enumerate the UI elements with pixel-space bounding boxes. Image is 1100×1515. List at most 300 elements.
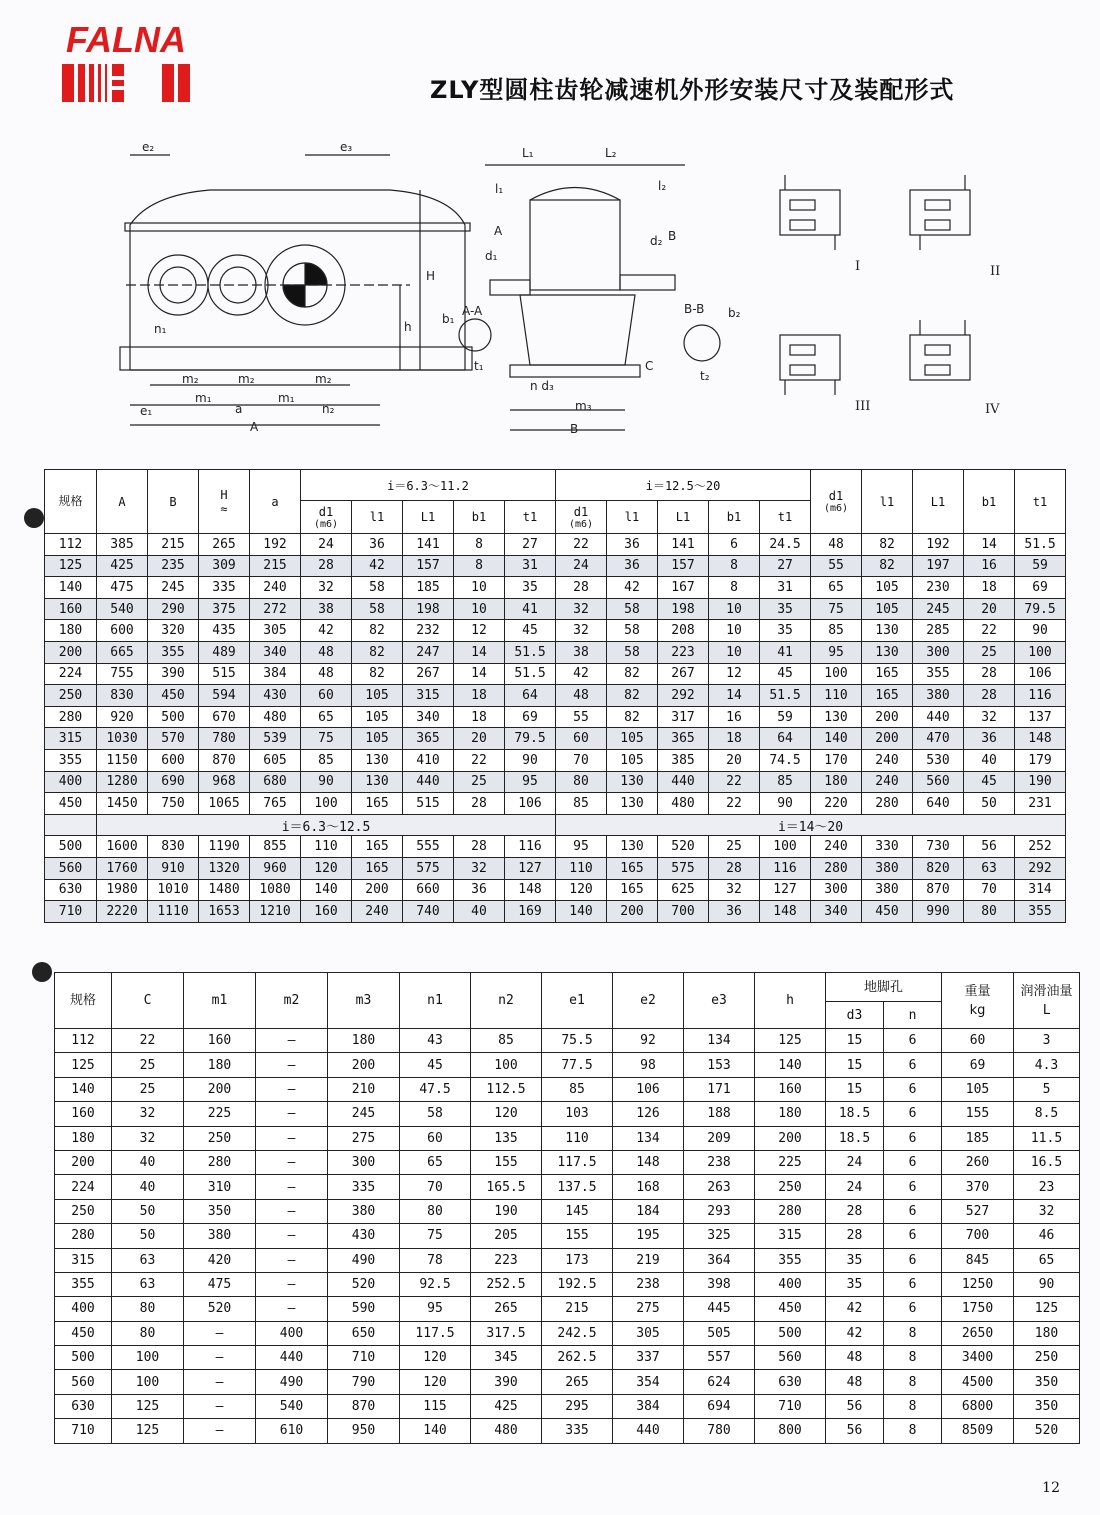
table-cell: 1190 (199, 836, 250, 858)
table-cell: 165 (352, 857, 403, 879)
table-cell: 85 (471, 1029, 542, 1053)
table-cell: 500 (148, 706, 199, 728)
table-cell: 15 (826, 1077, 884, 1101)
table-cell: 610 (256, 1419, 328, 1443)
table-cell: 48 (826, 1370, 884, 1394)
table-cell: 680 (250, 771, 301, 793)
table-cell: 10 (709, 598, 760, 620)
table-cell: 70 (400, 1175, 471, 1199)
table-cell: 130 (811, 706, 862, 728)
table-cell: 245 (913, 598, 964, 620)
side-view (459, 165, 720, 430)
header-spec: 规格 (45, 470, 97, 534)
label-e1: e₁ (140, 404, 153, 418)
table-cell: 800 (755, 1419, 826, 1443)
table-cell: 110 (556, 857, 607, 879)
table-cell: 25 (112, 1077, 184, 1101)
table-cell: 64 (505, 685, 556, 707)
table-cell: 215 (250, 555, 301, 577)
table-cell: 224 (55, 1175, 112, 1199)
page-number: 12 (1042, 1480, 1060, 1496)
table-cell: 28 (454, 836, 505, 858)
table-cell: 40 (454, 901, 505, 923)
table-cell: 169 (505, 901, 556, 923)
header-a: a (250, 470, 301, 534)
table-cell: 560 (913, 771, 964, 793)
table-cell: 105 (607, 728, 658, 750)
table-cell: 355 (1015, 901, 1066, 923)
table-cell: 165 (607, 879, 658, 901)
binder-hole-1 (24, 508, 44, 528)
table-cell: 198 (403, 598, 454, 620)
header2-n2: n2 (471, 973, 542, 1029)
table-cell: 250 (55, 1199, 112, 1223)
header-d1-b: d1 (m6) (556, 501, 607, 534)
table-cell: 240 (811, 836, 862, 858)
table-cell: 337 (613, 1346, 684, 1370)
table-cell: 1750 (942, 1297, 1014, 1321)
table-cell: 410 (403, 749, 454, 771)
table-cell: 78 (400, 1248, 471, 1272)
table-cell: 520 (184, 1297, 256, 1321)
table-cell: 43 (400, 1029, 471, 1053)
table-row (55, 1419, 1080, 1443)
table-cell: 32 (709, 879, 760, 901)
table-cell: 830 (148, 836, 199, 858)
table-cell: 195 (613, 1224, 684, 1248)
table-cell: 140 (811, 728, 862, 750)
header-H: H ≈ (199, 470, 250, 534)
table-cell: 750 (148, 793, 199, 815)
table-cell: 60 (301, 685, 352, 707)
table-cell: 262.5 (542, 1346, 613, 1370)
table-cell: 280 (811, 857, 862, 879)
table-cell: 240 (250, 577, 301, 599)
table-cell: 694 (684, 1394, 755, 1418)
label-A-arrow: A (494, 224, 503, 238)
label-m2-a: m₂ (182, 372, 199, 386)
table-row (45, 728, 1066, 750)
table-cell: 8 (709, 577, 760, 599)
table-cell: 345 (471, 1346, 542, 1370)
label-m1-b: m₁ (278, 391, 295, 405)
table-cell: 24 (556, 555, 607, 577)
header2-e2: e2 (613, 973, 684, 1029)
table-cell: 63 (112, 1272, 184, 1296)
header-B: B (148, 470, 199, 534)
table-cell: 335 (542, 1419, 613, 1443)
table-cell: 47.5 (400, 1077, 471, 1101)
table-cell: 22 (454, 749, 505, 771)
table-row (55, 1029, 1080, 1053)
table-cell: 127 (505, 857, 556, 879)
table-cell: 80 (112, 1321, 184, 1345)
table-cell: 293 (684, 1199, 755, 1223)
table-cell: 135 (471, 1126, 542, 1150)
table-cell: 25 (709, 836, 760, 858)
table-cell: 18.5 (826, 1126, 884, 1150)
table-cell: 58 (400, 1102, 471, 1126)
table-cell: 82 (352, 663, 403, 685)
table-cell: 82 (607, 685, 658, 707)
mid-range-2: i＝14～20 (556, 814, 1066, 836)
table-cell: 315 (403, 685, 454, 707)
table-cell: 1280 (97, 771, 148, 793)
table-cell: 480 (471, 1419, 542, 1443)
table-cell: 340 (811, 901, 862, 923)
table-cell: 1250 (942, 1272, 1014, 1296)
table-cell: 130 (862, 620, 913, 642)
header-A: A (97, 470, 148, 534)
table-cell: 845 (942, 1248, 1014, 1272)
table-cell: 210 (328, 1077, 400, 1101)
table-cell: 285 (913, 620, 964, 642)
table-cell: 117.5 (400, 1321, 471, 1345)
table-cell: 355 (913, 663, 964, 685)
header-L1-a: L1 (403, 501, 454, 534)
table-row (45, 836, 1066, 858)
table-cell: 28 (826, 1224, 884, 1248)
table-cell: 22 (709, 793, 760, 815)
table-cell: 700 (658, 901, 709, 923)
table-cell: 95 (556, 836, 607, 858)
table-cell: 295 (542, 1394, 613, 1418)
table-cell: 90 (760, 793, 811, 815)
table-cell: 148 (505, 879, 556, 901)
table-cell: 85 (542, 1077, 613, 1101)
table-cell: 11.5 (1014, 1126, 1080, 1150)
table-cell: 32 (112, 1126, 184, 1150)
table-cell: 180 (184, 1053, 256, 1077)
table-cell: 18 (709, 728, 760, 750)
table-cell: 80 (400, 1199, 471, 1223)
table-cell: 665 (97, 641, 148, 663)
header-d1-c: d1 (m6) (811, 470, 862, 534)
table-cell: 200 (45, 641, 97, 663)
table-cell: 225 (755, 1150, 826, 1174)
table-cell: 490 (256, 1370, 328, 1394)
header2-e1: e1 (542, 973, 613, 1029)
table-cell: 8 (884, 1346, 942, 1370)
table-cell: 380 (862, 879, 913, 901)
table-cell: 208 (658, 620, 709, 642)
table-cell: 430 (328, 1224, 400, 1248)
table-cell: 8.5 (1014, 1102, 1080, 1126)
table-cell: 400 (755, 1272, 826, 1296)
table-cell: 520 (658, 836, 709, 858)
table-cell: 710 (45, 901, 97, 923)
table-row (45, 620, 1066, 642)
table-cell: 190 (471, 1199, 542, 1223)
table-cell: 440 (256, 1346, 328, 1370)
table-cell: 1480 (199, 879, 250, 901)
table-cell: 350 (1014, 1394, 1080, 1418)
table-cell: 120 (301, 857, 352, 879)
table-row (45, 901, 1066, 923)
table-cell: 192.5 (542, 1272, 613, 1296)
table-cell: 69 (942, 1053, 1014, 1077)
table-cell: 69 (1015, 577, 1066, 599)
table-cell: 105 (352, 685, 403, 707)
table-cell: 120 (556, 879, 607, 901)
table-cell: 624 (684, 1370, 755, 1394)
table-cell: 209 (684, 1126, 755, 1150)
table-cell: 165.5 (471, 1175, 542, 1199)
table-cell: 22 (964, 620, 1015, 642)
table-cell: 12 (454, 620, 505, 642)
table-cell: 305 (250, 620, 301, 642)
table-cell: 780 (684, 1419, 755, 1443)
header-l1-c: l1 (862, 470, 913, 534)
label-d1: d₁ (485, 249, 498, 263)
label-BB: B-B (684, 302, 705, 316)
table-cell: 56 (826, 1419, 884, 1443)
table-cell: 112 (45, 534, 97, 556)
header2-C: C (112, 973, 184, 1029)
table-cell: 310 (184, 1175, 256, 1199)
table-cell: 223 (471, 1248, 542, 1272)
table-cell: 400 (55, 1297, 112, 1321)
table-cell: 325 (684, 1224, 755, 1248)
label-t1: t₁ (474, 359, 484, 373)
table-cell: 1760 (97, 857, 148, 879)
table-cell: 10 (709, 620, 760, 642)
table-cell: – (184, 1419, 256, 1443)
table-cell: 420 (184, 1248, 256, 1272)
label-A: A (250, 420, 259, 434)
table-cell: 755 (97, 663, 148, 685)
table-cell: 14 (709, 685, 760, 707)
label-C: C (645, 359, 654, 373)
table-cell: 557 (684, 1346, 755, 1370)
table-cell: 40 (112, 1175, 184, 1199)
table-cell: 355 (45, 749, 97, 771)
table-cell: 219 (613, 1248, 684, 1272)
table-cell: 315 (45, 728, 97, 750)
table-cell: 60 (400, 1126, 471, 1150)
table-cell: 85 (556, 793, 607, 815)
table-cell: 232 (403, 620, 454, 642)
table-cell: 48 (556, 685, 607, 707)
label-h: h (404, 320, 412, 334)
header2-m2: m2 (256, 973, 328, 1029)
table-cell: 63 (112, 1248, 184, 1272)
table-cell: 148 (1015, 728, 1066, 750)
table-cell: 55 (556, 706, 607, 728)
table-cell: 160 (45, 598, 97, 620)
table-cell: 238 (613, 1272, 684, 1296)
table-cell: 231 (1015, 793, 1066, 815)
table-cell: 855 (250, 836, 301, 858)
table-cell: 140 (55, 1077, 112, 1101)
table-cell: 79.5 (1015, 598, 1066, 620)
table-cell: 315 (755, 1224, 826, 1248)
assembly-label-I: I (855, 259, 861, 274)
table-cell: 8509 (942, 1419, 1014, 1443)
table-cell: 125 (112, 1394, 184, 1418)
table-cell: 223 (658, 641, 709, 663)
label-m2-c: m₂ (315, 372, 332, 386)
table-cell: 200 (184, 1077, 256, 1101)
table-cell: 385 (97, 534, 148, 556)
table-cell: 252.5 (471, 1272, 542, 1296)
table-cell: 35 (505, 577, 556, 599)
table-cell: 6 (884, 1199, 942, 1223)
table-row (45, 706, 1066, 728)
table-cell: 36 (607, 534, 658, 556)
table-cell: 85 (760, 771, 811, 793)
table-cell: 190 (1015, 771, 1066, 793)
table-cell: 515 (199, 663, 250, 685)
table-cell: 280 (45, 706, 97, 728)
assembly-label-IV: IV (985, 402, 1000, 417)
table-row (55, 1297, 1080, 1321)
table-cell: 63 (964, 857, 1015, 879)
table-cell: 25 (112, 1053, 184, 1077)
table-cell: 31 (760, 577, 811, 599)
header2-n: n (884, 1002, 942, 1029)
table-cell: 168 (613, 1175, 684, 1199)
table-cell: 105 (352, 706, 403, 728)
table-cell: 280 (55, 1224, 112, 1248)
table-cell: 105 (607, 749, 658, 771)
table-cell: 56 (964, 836, 1015, 858)
table-cell: 575 (658, 857, 709, 879)
falna-logo (62, 22, 237, 102)
table-cell: – (256, 1150, 328, 1174)
table-cell: 12 (709, 663, 760, 685)
table-cell: 160 (301, 901, 352, 923)
table-cell: 730 (913, 836, 964, 858)
label-d2: d₂ (650, 234, 663, 248)
table-row (45, 749, 1066, 771)
table-cell: 120 (400, 1346, 471, 1370)
table-cell: 6 (884, 1175, 942, 1199)
table-cell: 179 (1015, 749, 1066, 771)
table-cell: 32 (964, 706, 1015, 728)
table-cell: 450 (862, 901, 913, 923)
table-cell: 198 (658, 598, 709, 620)
label-m1-a: m₁ (195, 391, 212, 405)
table-cell: 116 (1015, 685, 1066, 707)
table-cell: 100 (112, 1370, 184, 1394)
table-cell: 960 (250, 857, 301, 879)
table-cell: 59 (760, 706, 811, 728)
table-row (45, 555, 1066, 577)
table-cell: 200 (607, 901, 658, 923)
table-cell: 36 (352, 534, 403, 556)
table-cell: 22 (112, 1029, 184, 1053)
table-cell: 700 (942, 1224, 1014, 1248)
table-cell: 40 (112, 1150, 184, 1174)
table-cell: 317 (658, 706, 709, 728)
table-cell: 148 (760, 901, 811, 923)
table-cell: 32 (301, 577, 352, 599)
table-cell: 180 (755, 1102, 826, 1126)
table-cell: 22 (556, 534, 607, 556)
table-cell: 28 (454, 793, 505, 815)
table-cell: 20 (964, 598, 1015, 620)
header-t1-c: t1 (1015, 470, 1066, 534)
mid-range-1: i＝6.3～12.5 (97, 814, 556, 836)
table-cell: 400 (45, 771, 97, 793)
table-cell: 45 (760, 663, 811, 685)
table-cell: 35 (760, 598, 811, 620)
table-cell: 540 (97, 598, 148, 620)
table-cell: 440 (403, 771, 454, 793)
table-cell: 340 (250, 641, 301, 663)
table-cell: 500 (755, 1321, 826, 1345)
table-cell: 390 (471, 1370, 542, 1394)
table-cell: 275 (613, 1297, 684, 1321)
table-cell: 48 (301, 663, 352, 685)
assembly-label-III: III (855, 399, 871, 414)
label-b2: b₂ (728, 306, 741, 320)
table-cell: 1320 (199, 857, 250, 879)
label-H: H (426, 269, 436, 283)
table-cell: 440 (613, 1419, 684, 1443)
table-cell: 170 (811, 749, 862, 771)
table-cell: 265 (542, 1370, 613, 1394)
table-cell: 85 (301, 749, 352, 771)
table-cell: 10 (454, 577, 505, 599)
table-cell: 660 (403, 879, 454, 901)
header-d1-a: d1 (m6) (301, 501, 352, 534)
table-row (55, 1370, 1080, 1394)
table-row (55, 1053, 1080, 1077)
table-cell: 32 (454, 857, 505, 879)
label-e2: e₂ (142, 140, 155, 154)
table-cell: 594 (199, 685, 250, 707)
table-cell: 765 (250, 793, 301, 815)
table-cell: 130 (607, 793, 658, 815)
table-cell: 8 (884, 1370, 942, 1394)
table-cell: 820 (913, 857, 964, 879)
table-cell: 350 (184, 1199, 256, 1223)
table-cell: 6 (884, 1297, 942, 1321)
header-range-1: i＝6.3～11.2 (301, 470, 556, 501)
table-cell: 48 (811, 534, 862, 556)
table-cell: 910 (148, 857, 199, 879)
table-cell: 6 (884, 1077, 942, 1101)
table-cell: 1150 (97, 749, 148, 771)
table-cell: 180 (45, 620, 97, 642)
table-cell: 950 (328, 1419, 400, 1443)
header2-m3: m3 (328, 973, 400, 1029)
table-cell: 990 (913, 901, 964, 923)
table-cell: – (256, 1029, 328, 1053)
table-cell: 23 (1014, 1175, 1080, 1199)
table-row (55, 1224, 1080, 1248)
label-B-arrow: B (668, 229, 677, 243)
table-cell: 125 (1014, 1297, 1080, 1321)
table-cell: 240 (862, 771, 913, 793)
table-cell: 90 (1014, 1272, 1080, 1296)
table-cell: 740 (403, 901, 454, 923)
table-cell: 74.5 (760, 749, 811, 771)
table-row (55, 1102, 1080, 1126)
table-cell: 134 (613, 1126, 684, 1150)
table-cell: 157 (658, 555, 709, 577)
header2-oil: 润滑油量 L (1014, 973, 1080, 1029)
table-cell: 3 (1014, 1029, 1080, 1053)
table-cell: – (184, 1346, 256, 1370)
table-cell: 32 (556, 620, 607, 642)
table-cell: 1980 (97, 879, 148, 901)
table-cell: 1653 (199, 901, 250, 923)
table-cell: 65 (301, 706, 352, 728)
table-cell: 64 (760, 728, 811, 750)
